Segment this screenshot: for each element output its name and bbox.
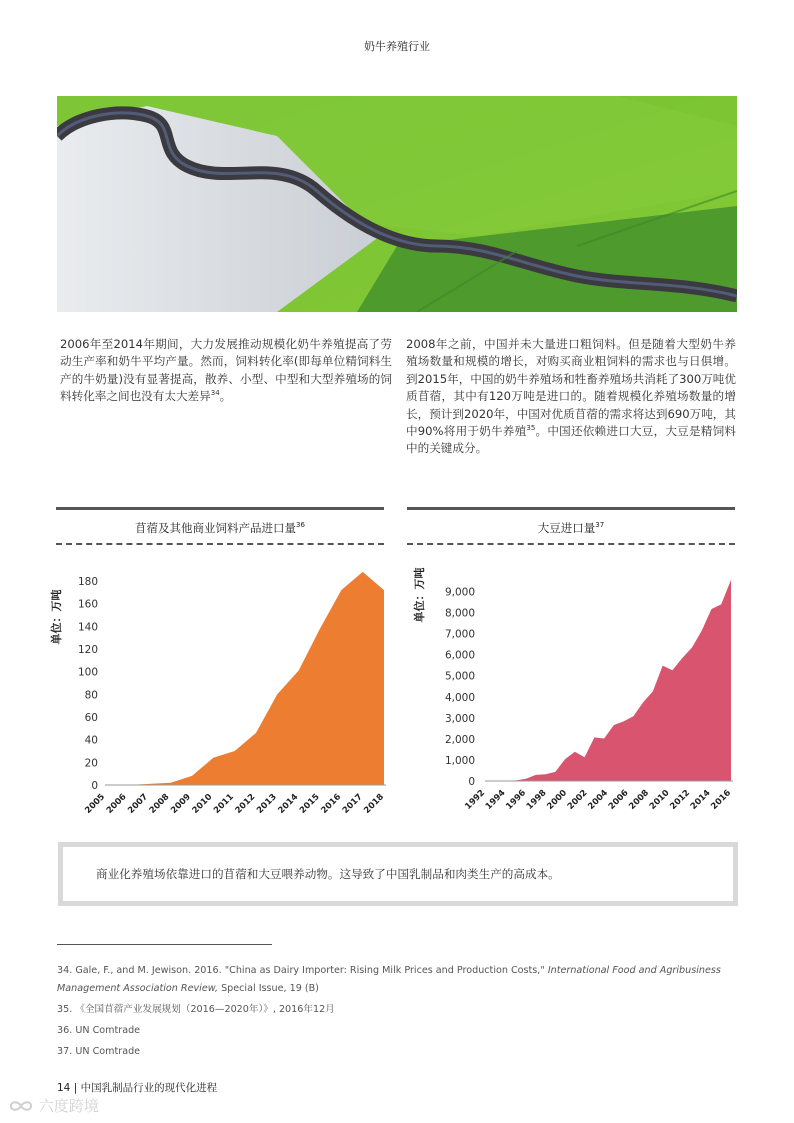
alfalfa-import-chart (50, 555, 390, 835)
x-tick-label: 1996 (504, 788, 529, 812)
x-tick-label: 2013 (255, 792, 279, 816)
hero-aerial-photo (57, 96, 737, 312)
footnote-35: 35. 《全国苜蓿产业发展规划（2016—2020年）》, 2016年12月 (57, 1004, 335, 1015)
body-paragraph-right (406, 336, 736, 458)
y-tick-label: 4,000 (444, 691, 475, 704)
soybean-import-chart (405, 555, 745, 835)
y-tick-label: 5,000 (444, 670, 475, 683)
x-tick-label: 2018 (362, 792, 387, 816)
x-tick-label: 2015 (297, 792, 322, 816)
chart-top-rule (407, 507, 735, 510)
x-tick-label: 2009 (169, 792, 193, 816)
x-tick-label: 2002 (565, 788, 590, 812)
footnote-37: 37. UN Comtrade (57, 1046, 141, 1057)
y-tick-label: 2,000 (444, 733, 475, 746)
watermark (8, 1095, 99, 1116)
y-tick-label: 40 (84, 734, 98, 747)
x-tick-label: 2016 (709, 788, 734, 812)
footnote-36: 36. UN Comtrade (57, 1025, 141, 1036)
y-axis-title: 单位：万吨 (50, 589, 63, 645)
footnotes (57, 962, 747, 1064)
x-tick-label: 1994 (483, 788, 508, 812)
chart-top-rule (56, 507, 384, 510)
y-axis-title: 单位：万吨 (413, 567, 426, 623)
chart-divider (56, 543, 384, 545)
callout-text: 商业化养殖场依靠进口的苜蓿和大豆喂养动物。这导致了中国乳制品和肉类生产的高成本。 (96, 867, 560, 881)
x-tick-label: 2004 (586, 788, 611, 812)
x-tick-label: 2012 (233, 792, 258, 816)
body-paragraph-left (60, 336, 392, 406)
x-tick-label: 2000 (545, 788, 570, 812)
x-tick-label: 2014 (688, 788, 713, 812)
paragraph-text-cont: 。中国还依赖进口大豆，大豆是精饲料中的关键成分。 (406, 424, 736, 456)
x-tick-label: 2007 (126, 792, 151, 816)
y-tick-label: 1,000 (444, 754, 475, 767)
page-footer (57, 1080, 217, 1095)
x-tick-label: 2006 (104, 792, 129, 816)
paragraph-end: 。 (219, 389, 232, 404)
y-tick-label: 9,000 (444, 586, 475, 599)
report-title: 中国乳制品行业的现代化进程 (80, 1082, 218, 1094)
footnote-34: 34. Gale, F., and M. Jewison. 2016. "China as Dairy Importer: Rising Milk Prices and Production Costs," International Food and Agribusiness Management Association Review, Special Issue, 19 (B) (57, 965, 721, 994)
x-tick-label: 2006 (606, 788, 631, 812)
chart-title: 苜蓿及其他商业饲料产品进口量$^{36}$ (135, 521, 305, 535)
y-tick-label: 0 (91, 780, 98, 792)
x-tick-label: 2005 (83, 792, 108, 816)
x-tick-label: 2008 (147, 792, 172, 816)
y-tick-label: 100 (77, 666, 98, 679)
paragraph-text: 2006年至2014年期间，大力发展推动规模化奶牛养殖提高了劳动生产率和奶牛平均产量。然而，饲料转化率(即每单位精饲料生产的牛奶量)没有显著提高，散养、小型、中型和大型养殖场的饲料转化率之间也没有太大差异 (60, 337, 392, 404)
running-header: 奶牛养殖行业 (364, 40, 430, 53)
footnote-ref-37: 37 (595, 521, 605, 530)
x-tick-label: 2011 (212, 792, 236, 816)
area-series (487, 580, 731, 781)
page-number: 14 (57, 1082, 71, 1094)
x-tick-label: 2012 (668, 788, 693, 812)
y-tick-label: 3,000 (444, 712, 475, 725)
paragraph-text: 2008年之前，中国并未大量进口粗饲料。但是随着大型奶牛养殖场数量和规模的增长，对购买商业粗饲料的需求也与日俱增。到2015年，中国的奶牛养殖场和牲畜养殖场共消耗了300万吨优质苜蓿，其中有120万吨是进口的。随着规模化养殖场数量的增长，预计到2020年，中国对优质苜蓿的需求将达到690万吨，其中90%将用于奶牛养殖 (406, 337, 736, 439)
watermark-text: 六度跨境 (38, 1097, 99, 1115)
x-tick-label: 2017 (340, 792, 365, 816)
x-tick-label: 2008 (627, 788, 652, 812)
y-tick-label: 0 (468, 776, 475, 788)
y-tick-label: 160 (77, 598, 98, 611)
footnote-ref-36: 36 (296, 521, 305, 530)
area-series (128, 572, 384, 785)
y-tick-label: 20 (84, 757, 98, 770)
x-tick-label: 1992 (463, 788, 488, 812)
footer-separator: | (73, 1082, 78, 1094)
x-tick-label: 2010 (647, 788, 672, 812)
y-tick-label: 180 (77, 576, 98, 588)
y-tick-label: 6,000 (444, 649, 475, 662)
y-tick-label: 80 (84, 689, 98, 702)
footnote-ref-34: 34 (210, 389, 220, 398)
footnote-ref-35: 35 (526, 424, 536, 433)
y-tick-label: 60 (84, 712, 98, 724)
y-tick-label: 120 (77, 644, 98, 656)
chart-title: 大豆进口量$^{37}$ (537, 521, 605, 535)
x-tick-label: 2014 (276, 792, 301, 816)
x-tick-label: 2016 (319, 792, 344, 816)
footnote-rule (57, 944, 272, 945)
infinity-logo-icon (8, 1099, 34, 1113)
x-tick-label: 2010 (190, 792, 215, 816)
y-tick-label: 140 (77, 621, 98, 634)
y-tick-label: 7,000 (444, 628, 475, 641)
y-tick-label: 8,000 (444, 607, 475, 620)
aerial-landscape-image (57, 96, 737, 312)
callout-box (58, 842, 738, 906)
x-tick-label: 1998 (524, 788, 549, 812)
chart-divider (407, 543, 735, 545)
